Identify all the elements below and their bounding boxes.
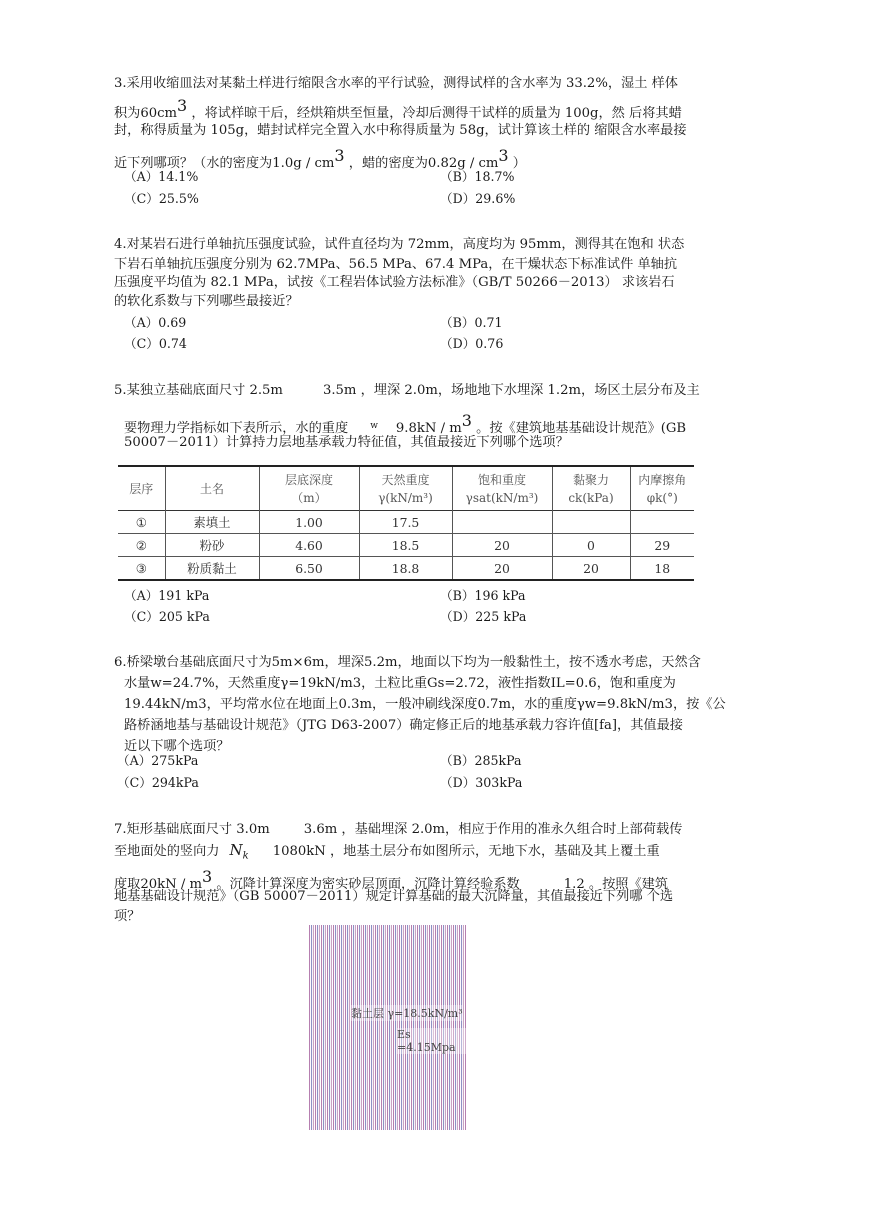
q7-line-5: 项？ — [114, 909, 141, 924]
q5-line-1: 5.某独立基础底面尺寸 2.5m 3.5m ，埋深 2.0m，场地地下水埋深 1.2m，场区土层分布及主 — [114, 383, 700, 398]
q4-line-2: 下岩石单轴抗压强度分别为 62.7MPa、56.5 MPa、67.4 MPa，在干燥状态下标准试件 单轴抗 — [114, 257, 678, 272]
q4-line-3: 压强度平均值为 82.1 MPa，试按《工程岩体试验方法标准》（GB/T 50266－2013） 求该岩石 — [114, 275, 675, 290]
q5-option-b: （B）196 kPa — [440, 588, 526, 603]
table-cell — [630, 511, 694, 534]
q6-option-d: （D）303kPa — [440, 775, 523, 790]
q4-option-a: （A）0.69 — [124, 315, 187, 330]
q5-option-c: （C）205 kPa — [124, 609, 210, 624]
q6-option-b: （B）285kPa — [440, 753, 522, 768]
table-cell: 20 — [452, 534, 552, 557]
q4-line-1: 4.对某岩石进行单轴抗压强度试验，试件直径均为 72mm，高度均为 95mm，测得其在饱和 状态 — [114, 237, 685, 252]
q6-line-3: 19.44kN/m3，平均常水位在地面上0.3m，一般冲刷线深度0.7m，水的重度γw=9.8kN/m3，按《公 — [124, 697, 726, 712]
q7-line-4: 地基基础设计规范》（GB 50007－2011）规定计算基础的最大沉降量，其值最接近下列哪 个选 — [114, 889, 674, 904]
q6-line-5: 近以下哪个选项？ — [124, 739, 230, 754]
q4-option-b: （B）0.71 — [440, 315, 503, 330]
table-cell — [452, 511, 552, 534]
q7-line-1: 7.矩形基础底面尺寸 3.0m 3.6m ，基础埋深 2.0m，相应于作用的准永久组合时上部荷载传 — [114, 822, 683, 837]
q5-option-a: （A）191 kPa — [124, 588, 210, 603]
table-cell: 粉质黏土 — [165, 557, 259, 581]
q5-option-d: （D）225 kPa — [440, 609, 527, 624]
q6-line-2: 水量w=24.7%，天然重度γ=19kN/m3，土粒比重Gs=2.72，液性指数IL=0.6，饱和重度为 — [124, 676, 676, 691]
q3-option-a: （A）14.1% — [124, 169, 199, 184]
q3-line-1: 3.采用收缩皿法对某黏土样进行缩限含水率的平行试验，测得试样的含水率为 33.2%，湿土 样体 — [114, 76, 678, 91]
table-cell: 4.60 — [259, 534, 359, 557]
q3-line-2: 积为$60cm^3$ ，将试样晾干后，经烘箱烘至恒量，冷却后测得干试样的质量为 100g，然 后将其蜡 — [114, 96, 682, 121]
figure-label-es: Es =4.15Mpa — [397, 1028, 466, 1054]
table-cell: 素填土 — [165, 511, 259, 534]
table-cell: ② — [118, 534, 165, 557]
soil-properties-table — [118, 465, 694, 581]
table-row — [118, 557, 694, 581]
q6-option-a: （A）275kPa — [117, 753, 199, 768]
table-cell: 29 — [630, 534, 694, 557]
table-header-cell: 天然重度 γ(kN/m³) — [359, 466, 452, 511]
table-cell: 0 — [552, 534, 630, 557]
q3-option-c: （C）25.5% — [124, 191, 199, 206]
table-header-cell: 黏聚力 ck(kPa) — [552, 466, 630, 511]
table-cell: 17.5 — [359, 511, 452, 534]
q5-line-3: 50007－2011）计算持力层地基承载力特征值，其值最接近下列哪个选项？ — [124, 435, 569, 450]
table-cell: ③ — [118, 557, 165, 581]
table-cell: 18.8 — [359, 557, 452, 581]
soil-layer-figure — [309, 925, 466, 1130]
table-header-cell: 层序 — [129, 481, 154, 496]
q6-option-c: （C）294kPa — [117, 775, 199, 790]
q7-line-3: 度取$20kN / m^3$ 。沉降计算深度为密实砂层顶面，沉降计算经验系数 1.2 。按照《建筑 — [114, 867, 669, 892]
table-header-row — [118, 466, 694, 511]
q3-line-3: 封，称得质量为 105g，蜡封试样完全置入水中称得质量为 58g，试计算该土样的 缩限含水率最接 — [114, 123, 687, 138]
table-header-cell: 层底深度 （m） — [259, 466, 359, 511]
table-cell: ① — [118, 511, 165, 534]
table-cell: 20 — [552, 557, 630, 581]
table-row — [118, 534, 694, 557]
q3-line-4: 近下列哪项？（水的密度为$1.0g / cm^3$ ，蜡的密度为$0.82g / cm^3$ ） — [114, 146, 526, 171]
table-cell: 20 — [452, 557, 552, 581]
q6-line-4: 路桥涵地基与基础设计规范》（JTG D63-2007）确定修正后的地基承载力容许值[fa]，其值最接 — [124, 718, 683, 733]
table-cell: 1.00 — [259, 511, 359, 534]
q4-option-d: （D）0.76 — [440, 336, 504, 351]
q7-line-2: 至地面处的竖向力 $N_k$ 1080kN ，地基土层分布如图所示，无地下水，基础及其上覆土重 — [114, 841, 660, 862]
q4-line-4: 的软化系数与下列哪些最接近？ — [114, 294, 299, 309]
table-cell: 18 — [630, 557, 694, 581]
table-row — [118, 511, 694, 534]
table-cell: 18.5 — [359, 534, 452, 557]
q3-option-b: （B）18.7% — [440, 169, 515, 184]
q6-line-1: 6.桥梁墩台基础底面尺寸为5m×6m，埋深5.2m，地面以下均为一般黏性土，按不透水考虑，天然含 — [114, 655, 701, 670]
q3-option-d: （D）29.6% — [440, 191, 516, 206]
table-header-cell: 饱和重度 γsat(kN/m³) — [452, 466, 552, 511]
table-cell — [552, 511, 630, 534]
q4-option-c: （C）0.74 — [124, 336, 187, 351]
table-cell: 6.50 — [259, 557, 359, 581]
table-header-cell: 内摩擦角 φk(°) — [630, 466, 694, 511]
q5-line-2: 要物理力学指标如下表所示，水的重度 $^w$ $9.8kN / m^3$ 。按《建筑地基基础设计规范》(GB — [124, 411, 687, 436]
table-cell: 粉砂 — [165, 534, 259, 557]
figure-label-clay: 黏土层 γ=18.5kN/m³ — [351, 1007, 463, 1020]
table-header-cell: 土名 — [165, 466, 259, 511]
